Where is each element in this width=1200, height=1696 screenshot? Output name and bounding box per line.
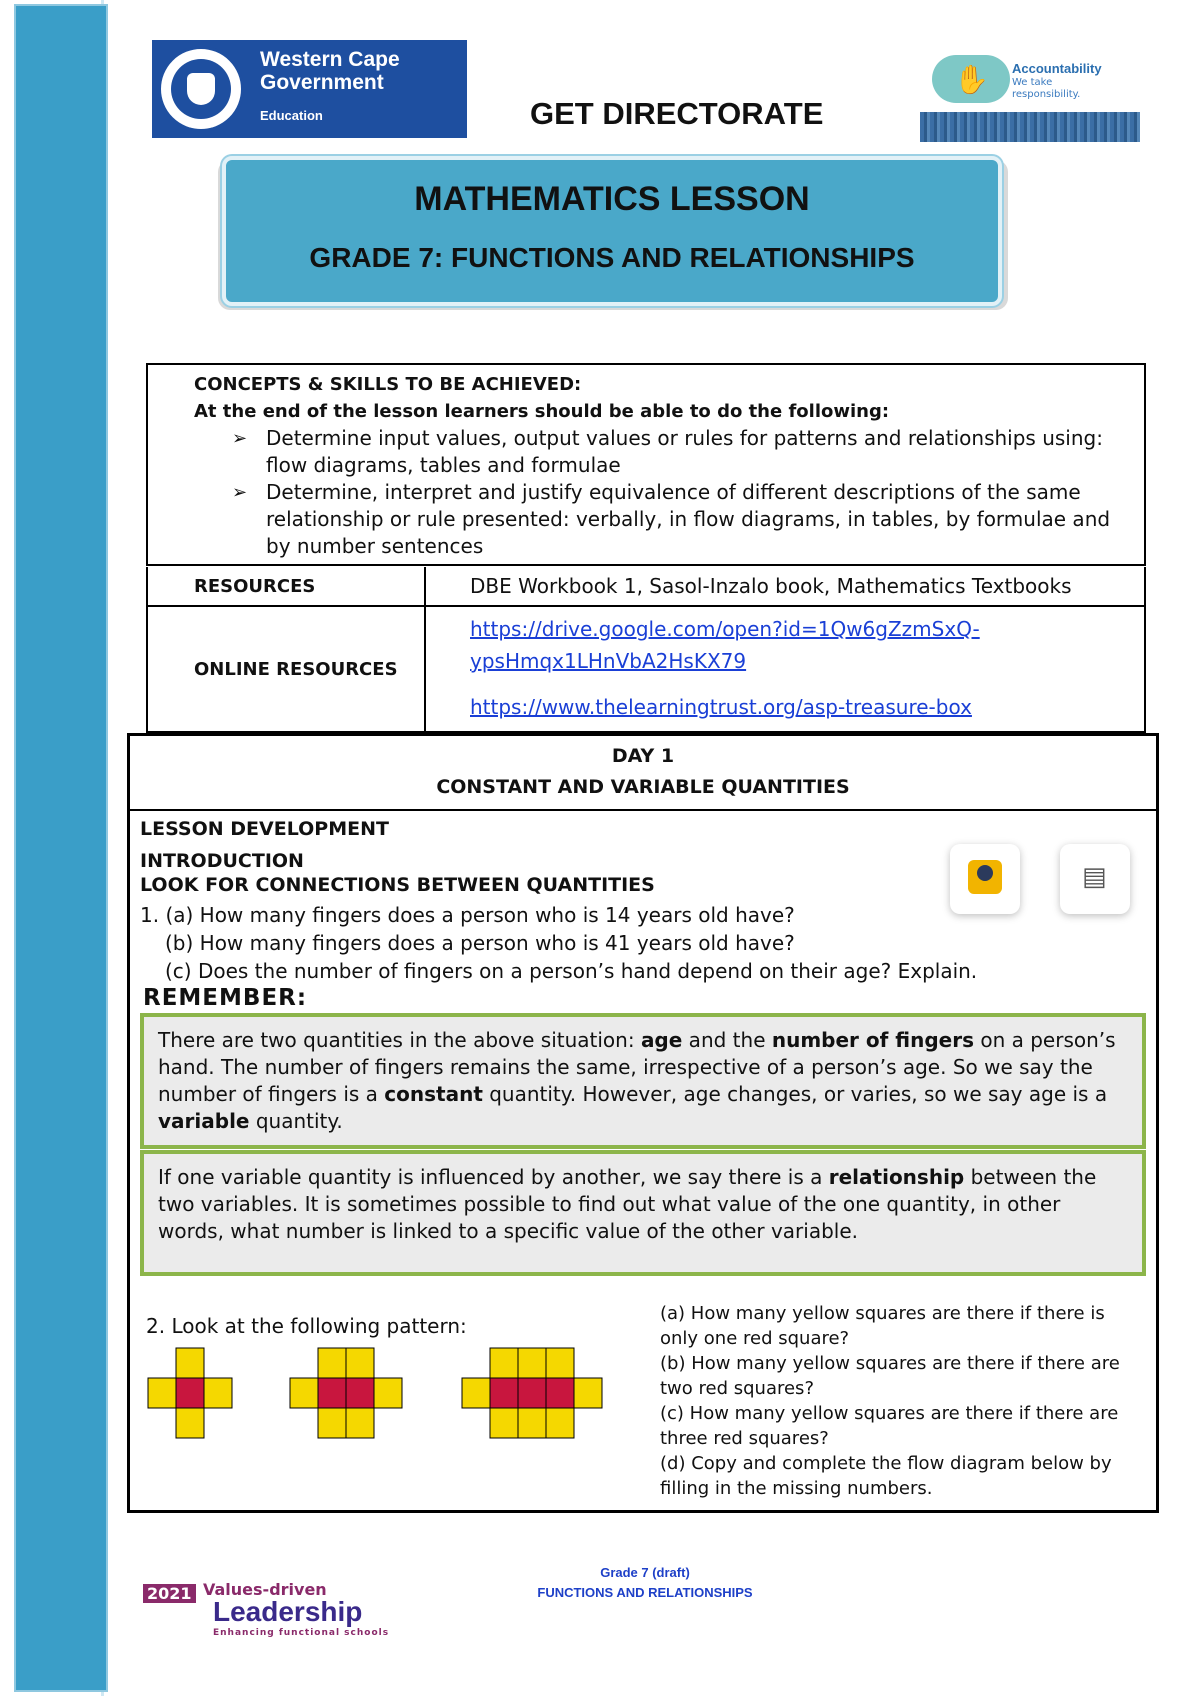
pattern-1 <box>148 1348 232 1438</box>
question-2a: (a) How many yellow squares are there if there is only one red square? <box>660 1303 1105 1349</box>
lesson-development: LESSON DEVELOPMENT <box>140 818 389 840</box>
org-name: Western Cape Government <box>260 48 400 94</box>
resources-value: DBE Workbook 1, Sasol-Inzalo book, Mathematics Textbooks <box>470 574 1072 598</box>
yellow-square <box>204 1378 232 1408</box>
day-topic: CONSTANT AND VARIABLE QUANTITIES <box>436 776 850 798</box>
drive-link-cont[interactable]: ypsHmqx1LHnVbA2HsKX79 <box>470 649 747 673</box>
banner-title: MATHEMATICS LESSON <box>414 180 810 218</box>
western-cape-government-logo <box>152 40 467 138</box>
concepts-list <box>148 425 1144 564</box>
question-2: 2. Look at the following pattern: <box>146 1314 467 1338</box>
lesson-headings <box>140 813 389 877</box>
logo-line1: Values-driven <box>203 1580 327 1599</box>
values-tagline: We take responsibility. <box>1012 77 1081 100</box>
yellow-square <box>374 1378 402 1408</box>
left-sidebar-border <box>0 0 104 1696</box>
look-for-heading: LOOK FOR CONNECTIONS BETWEEN QUANTITIES <box>140 874 655 896</box>
red-square <box>346 1378 374 1408</box>
question-2d: (d) Copy and complete the flow diagram below by filling in the missing numbers. <box>660 1453 1112 1499</box>
online-resources-row <box>146 607 1146 733</box>
coat-of-arms-icon <box>158 46 244 132</box>
yellow-square <box>318 1408 346 1438</box>
yellow-square <box>462 1378 490 1408</box>
yellow-square <box>490 1408 518 1438</box>
question-2c: (c) How many yellow squares are there if there are three red squares? <box>660 1403 1119 1449</box>
remember-box-constant: There are two quantities in the above situation: age and the number of fingers on a person’s hand. The number of fingers remains the same, irrespective of a person’s age. So we say the number of fingers is a constant quantity. However, age changes, or varies, so we say age is a variable quantity. <box>140 1013 1146 1149</box>
resources-row <box>146 567 1146 607</box>
learning-trust-link[interactable]: https://www.thelearningtrust.org/asp-treasure-box <box>470 695 972 719</box>
yellow-square <box>346 1348 374 1378</box>
accountability-logo <box>920 55 1140 145</box>
yellow-square <box>546 1408 574 1438</box>
yellow-square <box>518 1408 546 1438</box>
remember-heading: REMEMBER: <box>143 985 308 1011</box>
teacher-board-icon: ▤ <box>1060 844 1130 914</box>
day-title: DAY 1 <box>611 745 675 767</box>
day-section <box>127 733 1159 1513</box>
red-square <box>546 1378 574 1408</box>
concepts-item: ➢ Determine input values, output values or rules for patterns and relationships using: flow diagrams, tables and formulae <box>266 425 1134 479</box>
values-strip <box>920 112 1140 142</box>
yellow-square <box>290 1378 318 1408</box>
pattern-3 <box>462 1348 602 1438</box>
page-footer <box>470 1563 820 1603</box>
logo-year: 2021 <box>143 1584 196 1603</box>
yellow-square <box>148 1378 176 1408</box>
yellow-square <box>574 1378 602 1408</box>
values-driven-leadership-logo <box>143 1580 403 1638</box>
values-title: Accountability <box>1012 61 1102 76</box>
yellow-square <box>346 1408 374 1438</box>
yellow-square <box>176 1408 204 1438</box>
logo-line3: Enhancing functional schools <box>213 1628 390 1638</box>
banner-subtitle: GRADE 7: FUNCTIONS AND RELATIONSHIPS <box>309 242 915 273</box>
hand-sign-icon: ✋ <box>932 55 1010 103</box>
day-header <box>130 736 1156 811</box>
sidebar-stripe <box>14 4 108 1692</box>
red-square <box>490 1378 518 1408</box>
resources-label: RESOURCES <box>148 567 426 605</box>
footer-grade: Grade 7 (draft) <box>600 1565 690 1580</box>
pattern-2 <box>290 1348 402 1438</box>
concepts-item: ➢ Determine, interpret and justify equivalence of different descriptions of the same relationship or rule presented: verbally, in flow diagrams, in tables, by formulae and by number sentences <box>266 479 1134 560</box>
drive-link[interactable]: https://drive.google.com/open?id=1Qw6gZzmSxQ- <box>470 617 980 641</box>
square-pattern <box>146 1346 646 1446</box>
red-square <box>518 1378 546 1408</box>
question-2b: (b) How many yellow squares are there if there are two red squares? <box>660 1353 1120 1399</box>
org-department: Education <box>260 108 323 123</box>
directorate-title: GET DIRECTORATE <box>530 96 824 131</box>
red-square <box>318 1378 346 1408</box>
concepts-intro: At the end of the lesson learners should be able to do the following: <box>194 401 890 422</box>
logo-line2: Leadership <box>213 1596 363 1627</box>
yellow-square <box>490 1348 518 1378</box>
introduction: INTRODUCTION <box>140 850 304 872</box>
remember-box-relationship: If one variable quantity is influenced by another, we say there is a relationship between the two variables. It is sometimes possible to find out what value of the one quantity, in other words, what number is linked to a specific value of the other variable. <box>140 1150 1146 1276</box>
red-square <box>176 1378 204 1408</box>
yellow-square <box>546 1348 574 1378</box>
yellow-square <box>518 1348 546 1378</box>
yellow-square <box>318 1348 346 1378</box>
question-2-parts <box>660 1301 1140 1501</box>
yellow-square <box>176 1348 204 1378</box>
concepts-table <box>146 363 1146 566</box>
footer-topic: FUNCTIONS AND RELATIONSHIPS <box>537 1585 753 1600</box>
lesson-banner <box>222 156 1002 306</box>
question-1: 1. (a) How many fingers does a person who is 14 years old have? (b) How many fingers does a person who is 41 years old have? (c) Does the number of fingers on a person’s hand depend on their age? Explain. <box>140 903 978 983</box>
online-resources-label: ONLINE RESOURCES <box>148 607 426 731</box>
concepts-heading: CONCEPTS & SKILLS TO BE ACHIEVED: At the end of the lesson learners should be able to do the following: <box>148 365 1144 425</box>
